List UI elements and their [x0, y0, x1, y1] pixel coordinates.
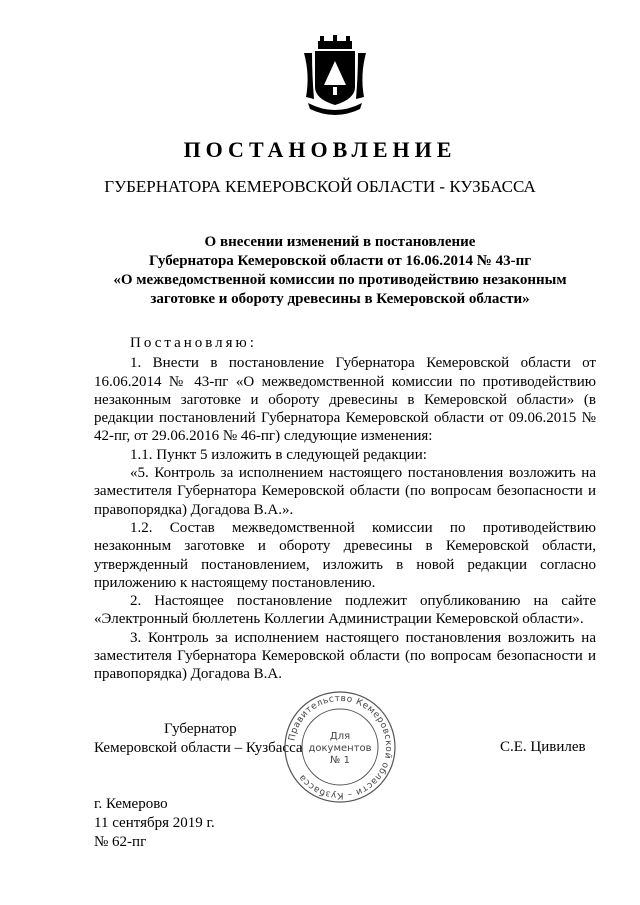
signatory-name: С.Е. Цивилев [500, 739, 586, 755]
heading-line: Губернатора Кемеровской области от 16.06.2014 № 43-пг [148, 253, 532, 269]
stamp-inner-text: № 1 [330, 755, 350, 766]
document-heading [80, 233, 600, 309]
coat-of-arms-emblem [300, 35, 370, 119]
document-body [94, 334, 596, 684]
document-footer [94, 795, 215, 852]
paragraph: 1.2. Состав межведомственной комиссии по противодействию незаконным заготовке и обороту древесины в Кемеровской области, утвержденный постановлением, изложить в новой редакции согласно приложению к настоящему постановлению. [94, 519, 596, 591]
document-subtitle: ГУБЕРНАТОРА КЕМЕРОВСКОЙ ОБЛАСТИ - КУЗБАССА [104, 177, 536, 196]
footer-number: № 62-пг [94, 834, 147, 850]
heading-line: «О межведомственной комиссии по противодействию незаконным [113, 272, 567, 288]
stamp-inner-text: Для [329, 731, 351, 742]
paragraph: «5. Контроль за исполнением настоящего постановления возложить на заместителя Губернатора Кемеровской области (по вопросам безопасности и правопорядка) Догадова В.А.». [94, 465, 596, 518]
decree-word: Постановляю: [130, 335, 257, 351]
paragraph: 1. Внести в постановление Губернатора Кемеровской области от 16.06.2014 № 43-пг «О межведомственной комиссии по противодействию незаконным заготовке и обороту древесины в Кемеровской области» (в редакции постановлений Губернатора Кемеровской области от 09.06.2015 № 42-пг, от 29.06.2016 № 46-пг) следующие изменения: [94, 355, 596, 445]
official-stamp [282, 689, 398, 805]
footer-date: 11 сентября 2019 г. [94, 815, 215, 831]
stamp-ring-text: Правительство Кемеровской области – Кузбасса [287, 693, 394, 801]
paragraph: 1.1. Пункт 5 изложить в следующей редакции: [130, 446, 427, 463]
heading-line: заготовке и обороту древесины в Кемеровской области» [150, 291, 530, 307]
footer-city: г. Кемерово [94, 796, 168, 812]
signatory-position [94, 720, 303, 758]
paragraph: 2. Настоящее постановление подлежит опубликованию на сайте «Электронный бюллетень Коллегии Администрации Кемеровской области». [94, 593, 596, 628]
heading-line: О внесении изменений в постановление [204, 234, 476, 250]
position-line: Губернатор [164, 721, 237, 737]
position-line: Кемеровской области – Кузбасса [94, 740, 303, 756]
paragraph: 3. Контроль за исполнением настоящего постановления возложить на заместителя Губернатора Кемеровской области (по вопросам безопасности и правопорядка) Догадова В.А. [94, 629, 596, 683]
document-title: ПОСТАНОВЛЕНИЕ [183, 137, 457, 162]
stamp-inner-text: документов [308, 743, 372, 754]
